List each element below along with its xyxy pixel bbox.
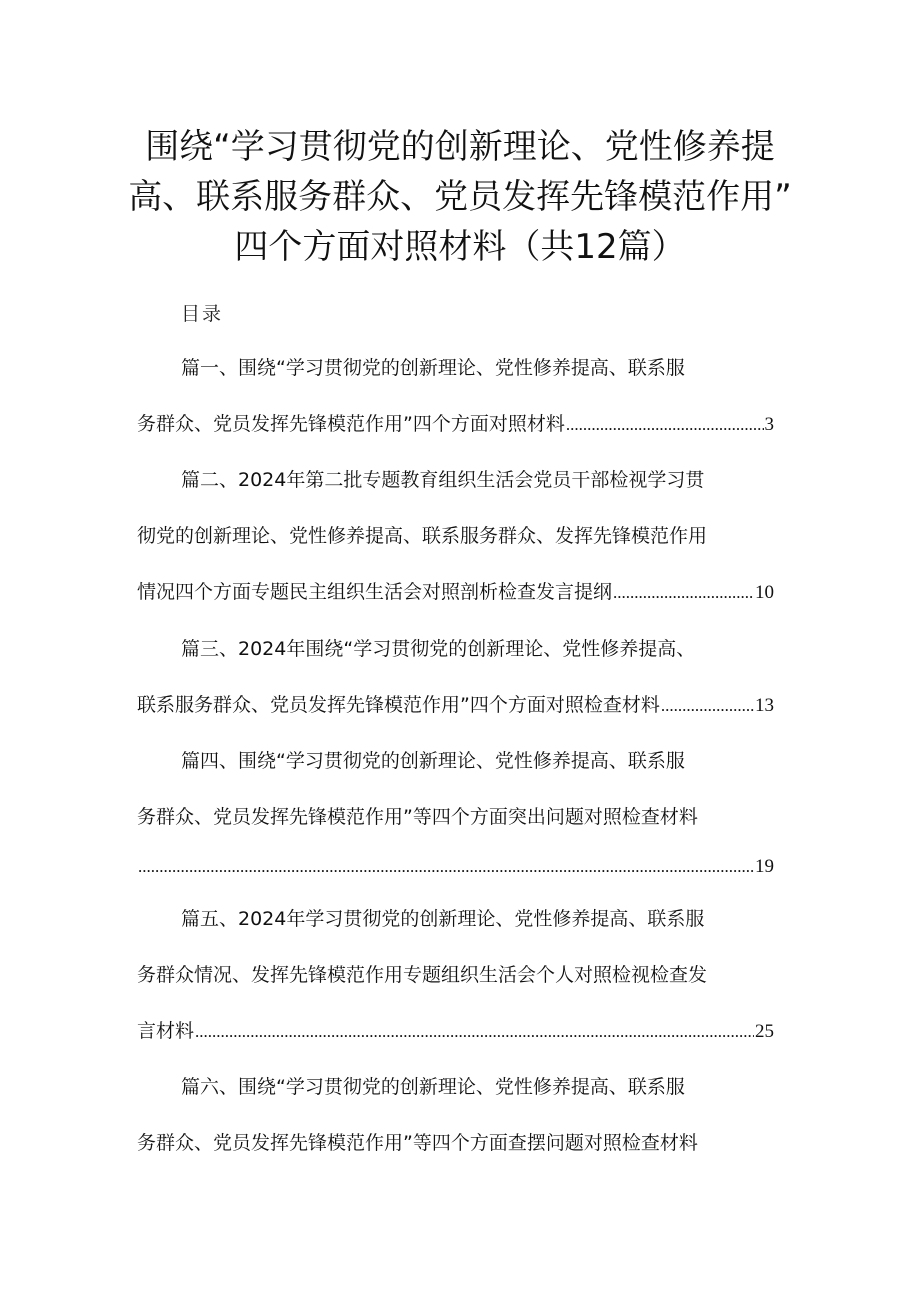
document-title <box>100 122 820 272</box>
toc-page-number: 3 <box>764 414 774 435</box>
dot-leader <box>566 410 764 440</box>
dot-leader <box>138 852 754 882</box>
toc-page-number: 19 <box>755 856 774 877</box>
toc-entry-2-line-1[interactable]: 篇二、2024年第二批专题教育组织生活会党员干部检视学习贯 <box>181 469 705 491</box>
toc-entry-2-line-3[interactable]: 情况四个方面专题民主组织生活会对照剖析检查发言提纲 ..... 10 <box>137 577 774 607</box>
toc-entry-4-line-2[interactable]: 务群众、党员发挥先锋模范作用”等四个方面突出问题对照检查材料 <box>137 806 698 828</box>
dot-leader <box>661 691 754 721</box>
title-line: 四个方面对照材料（共12篇） <box>234 227 686 267</box>
toc-entry-5-line-1[interactable]: 篇五、2024年学习贯彻党的创新理论、党性修养提高、联系服 <box>181 908 705 930</box>
dot-leader <box>195 1017 754 1047</box>
title-line: 围绕“学习贯彻党的创新理论、党性修养提 <box>145 127 775 167</box>
toc-entry-3-line-1[interactable]: 篇三、2024年围绕“学习贯彻党的创新理论、党性修养提高、 <box>181 638 696 660</box>
toc-entry-2-line-2[interactable]: 彻党的创新理论、党性修养提高、联系服务群众、发挥先锋模范作用 <box>137 525 708 547</box>
toc-page-number: 25 <box>755 1021 774 1042</box>
toc-heading: 目录 <box>181 303 224 325</box>
toc-page-number: 13 <box>755 695 774 716</box>
title-line: 高、联系服务群众、党员发挥先锋模范作用” <box>128 177 792 217</box>
toc-entry-6-line-1[interactable]: 篇六、围绕“学习贯彻党的创新理论、党性修养提高、联系服 <box>181 1076 685 1098</box>
toc-entry-4-line-1[interactable]: 篇四、围绕“学习贯彻党的创新理论、党性修养提高、联系服 <box>181 750 685 772</box>
toc-entry-1-line-1[interactable]: 篇一、围绕“学习贯彻党的创新理论、党性修养提高、联系服 <box>181 357 685 379</box>
toc-entry-4-line-3[interactable] <box>137 852 774 882</box>
toc-entry-1-line-2[interactable]: 务群众、党员发挥先锋模范作用”四个方面对照材料 ..... 3 <box>137 409 774 439</box>
toc-entry-5-line-2[interactable]: 务群众情况、发挥先锋模范作用专题组织生活会个人对照检视检查发 <box>137 964 708 986</box>
toc-entry-3-line-2[interactable]: 联系服务群众、党员发挥先锋模范作用”四个方面对照检查材料 ..... 13 <box>137 690 774 720</box>
toc-entry-5-line-3[interactable]: 言材料 ..... 25 <box>137 1016 774 1046</box>
dot-leader <box>613 578 754 608</box>
toc-page-number: 10 <box>755 582 774 603</box>
toc-entry-6-line-2[interactable]: 务群众、党员发挥先锋模范作用”等四个方面查摆问题对照检查材料 <box>137 1132 698 1154</box>
